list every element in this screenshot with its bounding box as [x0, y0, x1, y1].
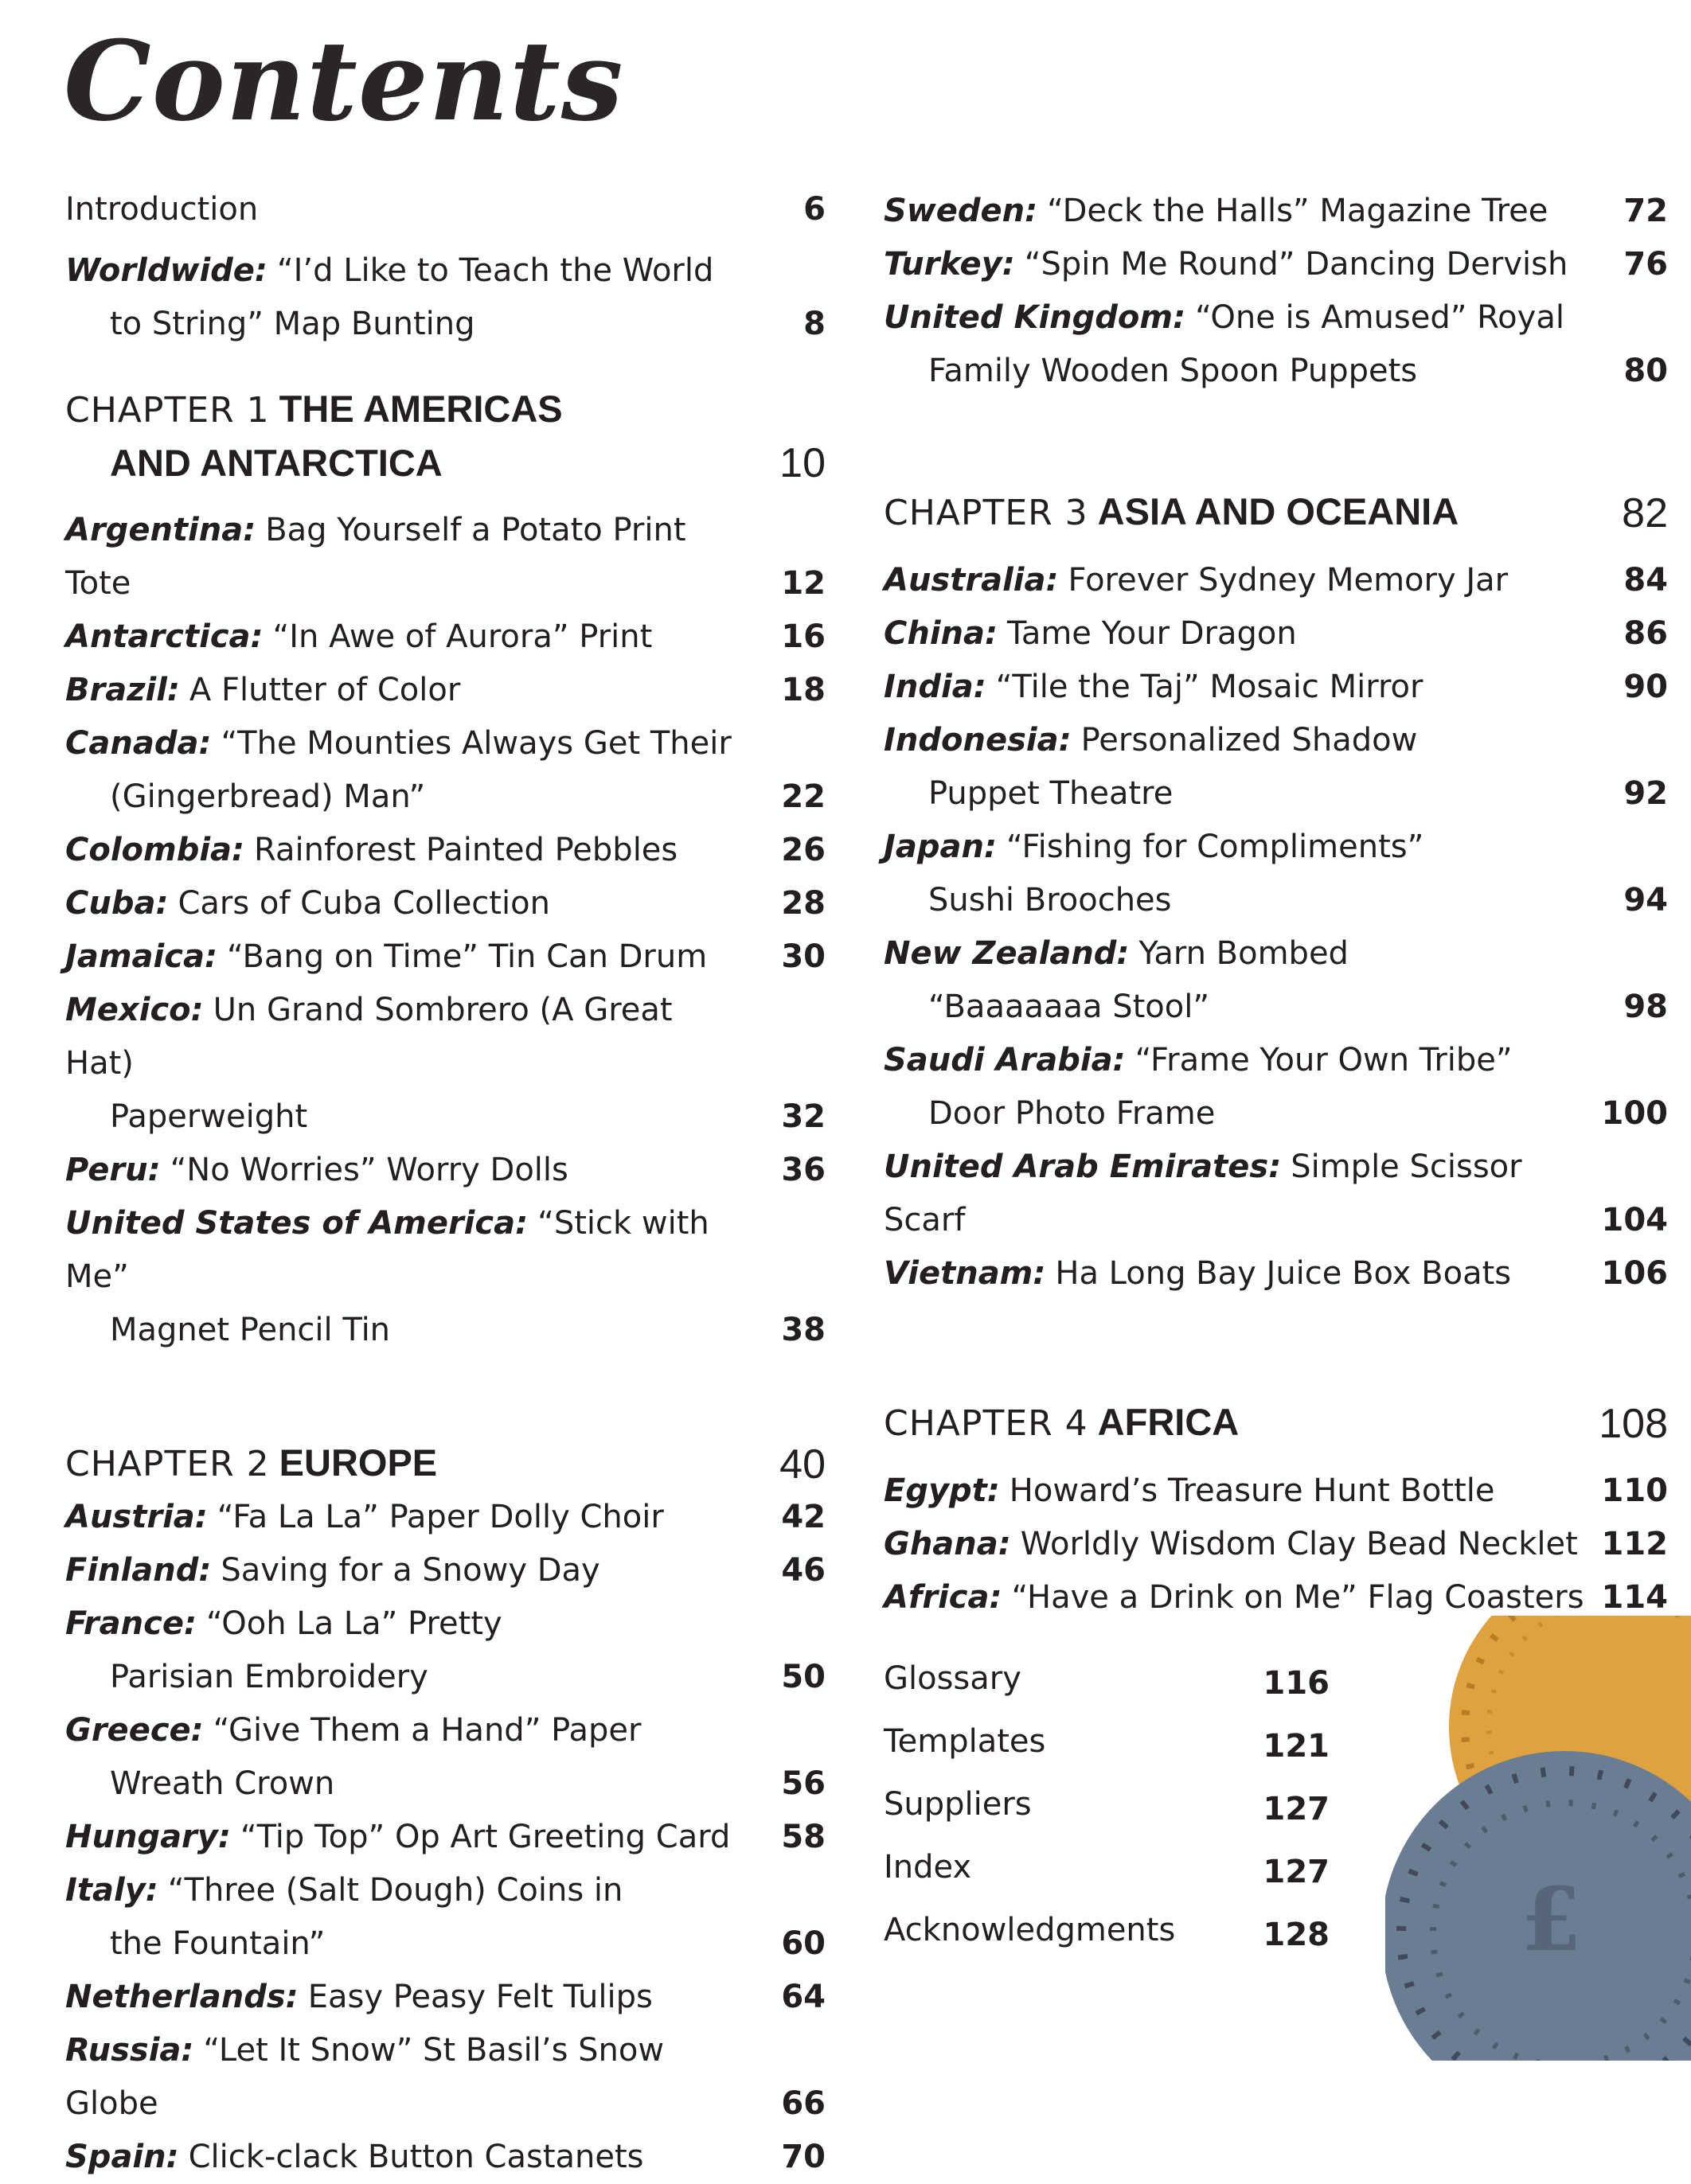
toc-page-number: 26 — [781, 832, 826, 868]
toc-title: Simple Scissor Scarf — [884, 1149, 1522, 1238]
toc-entry[interactable] — [65, 1864, 826, 1971]
toc-entry[interactable] — [884, 821, 1668, 927]
toc-entry[interactable] — [65, 610, 826, 664]
toc-country: Ghana: — [884, 1526, 1011, 1562]
toc-entry[interactable] — [65, 664, 826, 717]
toc-title: “Spin Me Round” Dancing Dervish — [1024, 246, 1568, 283]
chapter-4-entries — [884, 1464, 1668, 1624]
toc-page-number: 36 — [781, 1152, 826, 1188]
toc-title: Yarn Bombed — [1138, 935, 1349, 972]
toc-country: Netherlands: — [65, 1979, 299, 2015]
toc-country: United States of America: — [65, 1205, 529, 1242]
chapter-page-number: 108 — [1599, 1401, 1668, 1447]
chapter-number: CHAPTER 1 — [65, 390, 270, 431]
toc-title: “The Mounties Always Get Their — [221, 725, 732, 762]
toc-country: Russia: — [65, 2032, 194, 2069]
toc-page-number: 12 — [781, 565, 826, 602]
toc-entry[interactable] — [884, 661, 1668, 714]
toc-entry-label: Glossary — [884, 1660, 1021, 1697]
toc-country: Vietnam: — [884, 1255, 1046, 1292]
toc-page-number: 18 — [781, 672, 826, 708]
chapter-page-number: 82 — [1622, 490, 1668, 536]
toc-page-number: 28 — [781, 885, 826, 922]
toc-country: Greece: — [65, 1712, 204, 1749]
chapter-number: CHAPTER 4 — [884, 1403, 1088, 1444]
toc-page-number: 22 — [781, 778, 826, 815]
toc-country: Canada: — [65, 725, 212, 762]
toc-entry-label: Suppliers — [884, 1786, 1032, 1823]
toc-page-number: 98 — [1623, 989, 1668, 1025]
toc-country: Antarctica: — [65, 618, 264, 655]
toc-entry[interactable] — [65, 2024, 826, 2131]
toc-entry[interactable] — [65, 717, 826, 824]
toc-country: Japan: — [884, 829, 997, 865]
chapter-heading-3[interactable] — [884, 486, 1668, 540]
toc-entry-label: Index — [884, 1849, 972, 1886]
toc-title: “Tip Top” Op Art Greeting Card — [240, 1819, 731, 1855]
toc-title: Un Grand Sombrero (A Great Hat) — [65, 992, 673, 1082]
toc-country: Sweden: — [884, 193, 1038, 229]
toc-title: Cars of Cuba Collection — [178, 885, 550, 922]
toc-page-number: 128 — [1263, 1917, 1330, 1953]
toc-title-cont: Wreath Crown — [110, 1765, 335, 1802]
toc-country: United Arab Emirates: — [884, 1149, 1282, 1185]
toc-country: Spain: — [65, 2139, 179, 2175]
chapter-1-entries — [65, 504, 826, 1357]
chapter-name: EUROPE — [279, 1441, 438, 1484]
toc-country: Cuba: — [65, 885, 169, 922]
toc-title: “One is Amused” Royal — [1195, 299, 1564, 336]
toc-country: United Kingdom: — [884, 299, 1186, 336]
toc-entry[interactable] — [884, 1141, 1668, 1247]
blue-coin — [1385, 1751, 1691, 2061]
toc-country: Finland: — [65, 1552, 212, 1589]
toc-title-cont: to String” Map Bunting — [110, 306, 475, 342]
chapter-number: CHAPTER 2 — [65, 1444, 270, 1484]
toc-title: Howard’s Treasure Hunt Bottle — [1009, 1472, 1495, 1509]
toc-title-cont: “Baaaaaaa Stool” — [928, 989, 1210, 1025]
toc-page-number: 100 — [1601, 1095, 1668, 1132]
toc-right-column — [884, 185, 1668, 1624]
toc-entry[interactable] — [884, 238, 1668, 291]
toc-title: “Ooh La La” Pretty — [205, 1605, 502, 1642]
toc-entry[interactable] — [884, 1247, 1668, 1301]
toc-entry[interactable] — [65, 824, 826, 877]
toc-page-number: 121 — [1263, 1728, 1330, 1765]
toc-title: Easy Peasy Felt Tulips — [307, 1979, 653, 2015]
toc-entry-label: Acknowledgments — [884, 1912, 1176, 1948]
toc-entry[interactable] — [65, 1704, 826, 1811]
toc-left-column — [65, 183, 826, 2184]
toc-page-number: 42 — [781, 1499, 826, 1535]
toc-page-number: 90 — [1623, 669, 1668, 705]
toc-page-number: 56 — [781, 1765, 826, 1802]
toc-title: “Deck the Halls” Magazine Tree — [1047, 193, 1548, 229]
toc-entry[interactable] — [65, 504, 826, 610]
toc-page-number: 64 — [781, 1979, 826, 2015]
toc-country: Brazil: — [65, 672, 180, 708]
toc-entry-label: Introduction — [65, 191, 259, 228]
toc-entry[interactable] — [884, 185, 1668, 238]
toc-country: Italy: — [65, 1872, 158, 1909]
toc-title: “I’d Like to Teach the World — [276, 252, 714, 289]
toc-entry[interactable] — [65, 1144, 826, 1197]
toc-title-cont: Sushi Brooches — [928, 882, 1172, 918]
toc-entry[interactable] — [65, 930, 826, 984]
toc-entry[interactable] — [65, 877, 826, 930]
toc-entry-suppliers[interactable] — [884, 1773, 1330, 1836]
toc-title: “Fa La La” Paper Dolly Choir — [217, 1499, 664, 1535]
toc-entry[interactable] — [65, 1971, 826, 2024]
toc-entry[interactable] — [884, 554, 1668, 607]
toc-title-cont: Puppet Theatre — [928, 775, 1174, 812]
toc-title: “Frame Your Own Tribe” — [1134, 1042, 1513, 1078]
chapter-page-number: 10 — [779, 440, 826, 486]
chapter-page-number: 40 — [779, 1441, 826, 1488]
toc-country: New Zealand: — [884, 935, 1130, 972]
toc-page-number: 46 — [781, 1552, 826, 1589]
toc-page-number: 66 — [781, 2085, 826, 2122]
toc-page-number: 110 — [1601, 1472, 1668, 1509]
chapter-3-entries — [884, 554, 1668, 1301]
toc-entry-index[interactable] — [884, 1836, 1330, 1899]
salt-dough-coins-image — [1385, 1616, 1691, 2061]
toc-page-number: 92 — [1623, 775, 1668, 812]
chapter-number: CHAPTER 3 — [884, 493, 1088, 533]
toc-country: Colombia: — [65, 832, 245, 868]
toc-page-number: 58 — [781, 1819, 826, 1855]
toc-page-number: 127 — [1263, 1854, 1330, 1890]
toc-page-number: 60 — [781, 1925, 826, 1962]
toc-country: Austria: — [65, 1499, 208, 1535]
toc-country: Saudi Arabia: — [884, 1042, 1126, 1078]
toc-page-number: 112 — [1601, 1526, 1668, 1562]
toc-title: Worldly Wisdom Clay Bead Necklet — [1020, 1526, 1578, 1562]
toc-title: Tame Your Dragon — [1007, 615, 1297, 652]
toc-title: “Stick with Me” — [65, 1205, 709, 1295]
chapter-name: THE AMERICAS — [279, 388, 563, 430]
toc-entry-introduction[interactable] — [65, 183, 826, 236]
toc-country: Peru: — [65, 1152, 161, 1188]
toc-title-cont: Door Photo Frame — [928, 1095, 1216, 1132]
toc-page-number: 86 — [1623, 615, 1668, 652]
toc-page-number: 16 — [781, 618, 826, 655]
toc-entry-glossary[interactable] — [884, 1648, 1330, 1710]
toc-title: Ha Long Bay Juice Box Boats — [1055, 1255, 1512, 1292]
toc-entry-label: Templates — [884, 1723, 1046, 1760]
toc-page-number: 8 — [803, 306, 826, 342]
toc-country: India: — [884, 669, 986, 705]
toc-title: “Fishing for Compliments” — [1006, 829, 1424, 865]
toc-page-number: 38 — [781, 1312, 826, 1348]
toc-entry[interactable] — [884, 607, 1668, 661]
toc-title: “Have a Drink on Me” Flag Coasters — [1011, 1579, 1584, 1616]
toc-entry-worldwide[interactable] — [65, 244, 826, 351]
chapter-name-cont: AND ANTARCTICA — [110, 442, 443, 484]
toc-country: Egypt: — [884, 1472, 1000, 1509]
toc-page-number: 127 — [1263, 1791, 1330, 1827]
chapter-name: ASIA AND OCEANIA — [1097, 490, 1459, 532]
toc-country: Worldwide: — [65, 252, 268, 289]
toc-country: Argentina: — [65, 512, 256, 548]
toc-page-number: 94 — [1623, 882, 1668, 918]
toc-entry[interactable] — [884, 927, 1668, 1034]
toc-page-number: 50 — [781, 1659, 826, 1695]
coin-embossed-mark: £ — [1521, 1868, 1582, 1971]
toc-title: “Give Them a Hand” Paper — [213, 1712, 642, 1749]
toc-entry[interactable] — [884, 291, 1668, 398]
toc-page-number: 76 — [1623, 246, 1668, 283]
chapter-heading-4[interactable] — [884, 1396, 1668, 1450]
toc-title: Bag Yourself a Potato Print Tote — [65, 512, 686, 602]
toc-page-number: 104 — [1601, 1202, 1668, 1238]
toc-title: Rainforest Painted Pebbles — [254, 832, 678, 868]
chapter-2-entries — [65, 1491, 826, 2184]
toc-country: France: — [65, 1605, 197, 1642]
toc-entry[interactable] — [884, 1518, 1668, 1571]
toc-title: Forever Sydney Memory Jar — [1068, 562, 1509, 599]
toc-page-number: 70 — [781, 2139, 826, 2175]
toc-title-cont: Family Wooden Spoon Puppets — [928, 353, 1418, 389]
toc-page-number: 30 — [781, 938, 826, 975]
toc-title: “No Worries” Worry Dolls — [170, 1152, 568, 1188]
chapter-2-entries-continued — [884, 185, 1668, 398]
toc-page-number: 106 — [1601, 1255, 1668, 1292]
toc-entry[interactable] — [65, 1597, 826, 1704]
toc-country: Australia: — [884, 562, 1059, 599]
toc-title: Click-clack Button Castanets — [188, 2139, 644, 2175]
toc-title: “Three (Salt Dough) Coins in — [167, 1872, 623, 1909]
toc-page-number: 80 — [1623, 353, 1668, 389]
toc-entry[interactable] — [884, 714, 1668, 821]
toc-country: Turkey: — [884, 246, 1015, 283]
toc-title: “Tile the Taj” Mosaic Mirror — [995, 669, 1423, 705]
toc-entry[interactable] — [65, 1811, 826, 1864]
chapter-heading-2[interactable] — [65, 1437, 826, 1491]
toc-country: Hungary: — [65, 1819, 231, 1855]
toc-page-number: 84 — [1623, 562, 1668, 599]
toc-entry[interactable] — [65, 1544, 826, 1597]
toc-entry[interactable] — [65, 1197, 826, 1357]
back-matter-list — [884, 1648, 1330, 1962]
chapter-heading-1[interactable] — [65, 383, 826, 489]
toc-country: Africa: — [884, 1579, 1002, 1616]
toc-title-cont: Magnet Pencil Tin — [110, 1312, 391, 1348]
toc-title: A Flutter of Color — [189, 672, 461, 708]
toc-entry[interactable] — [884, 1464, 1668, 1518]
toc-page-number: 114 — [1601, 1579, 1668, 1616]
toc-title: Saving for a Snowy Day — [221, 1552, 600, 1589]
toc-country: China: — [884, 615, 998, 652]
toc-country: Jamaica: — [65, 938, 217, 975]
toc-title-cont: Parisian Embroidery — [110, 1659, 428, 1695]
toc-entry-templates[interactable] — [884, 1710, 1330, 1773]
page-title: Contents — [64, 16, 624, 146]
toc-title: “In Awe of Aurora” Print — [272, 618, 653, 655]
toc-page-number: 72 — [1623, 193, 1668, 229]
toc-title: “Let It Snow” St Basil’s Snow Globe — [65, 2032, 665, 2122]
toc-page-number: 32 — [781, 1098, 826, 1135]
toc-country: Indonesia: — [884, 722, 1072, 759]
chapter-name: AFRICA — [1097, 1401, 1240, 1443]
toc-title: “Bang on Time” Tin Can Drum — [226, 938, 708, 975]
toc-entry[interactable] — [884, 1034, 1668, 1141]
toc-page-number: 6 — [803, 191, 826, 228]
toc-page-number: 116 — [1263, 1665, 1330, 1702]
toc-country: Mexico: — [65, 992, 204, 1028]
toc-title-cont: the Fountain” — [110, 1925, 326, 1962]
toc-title: Personalized Shadow — [1080, 722, 1418, 759]
toc-entry-acknowledgments[interactable] — [884, 1899, 1330, 1962]
toc-entry[interactable] — [65, 1491, 826, 1544]
toc-title-cont: (Gingerbread) Man” — [110, 778, 426, 815]
toc-entry[interactable] — [65, 984, 826, 1144]
toc-title-cont: Paperweight — [110, 1098, 308, 1135]
toc-entry[interactable] — [65, 2131, 826, 2184]
